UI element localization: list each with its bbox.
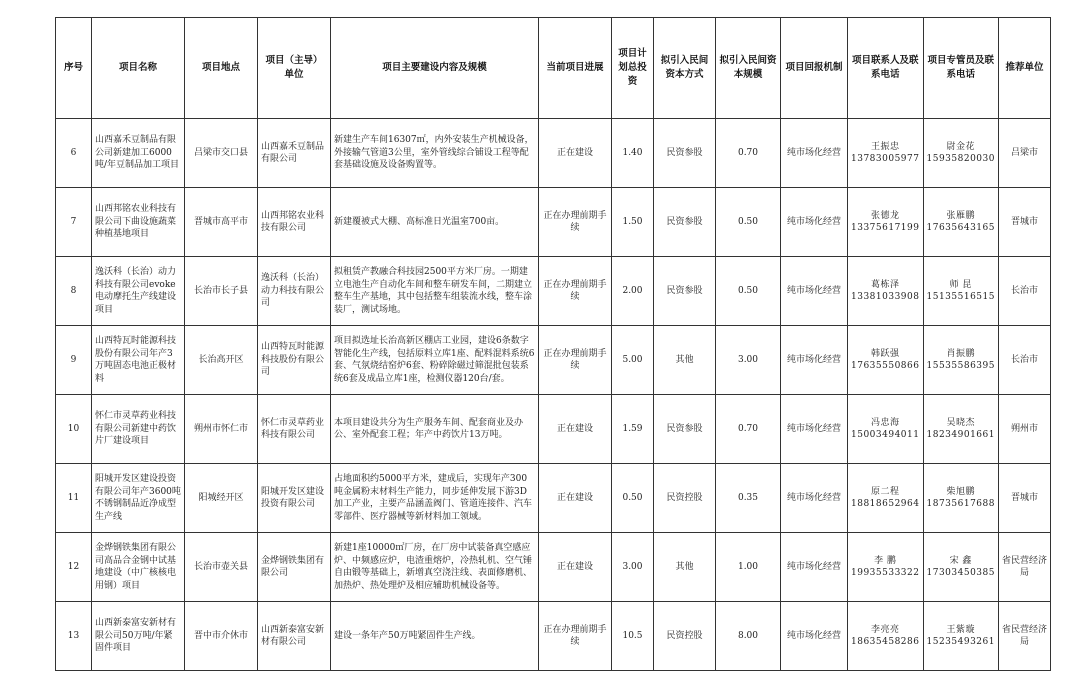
cell-unit: 金烨钢铁集团有限公司 — [258, 533, 331, 602]
cell-method: 民资参股 — [654, 395, 716, 464]
table-row — [56, 464, 1051, 533]
cell-scale: 0.70 — [716, 395, 781, 464]
cell-manager — [923, 395, 999, 464]
cell-mechanism: 纯市场化经营 — [781, 119, 848, 188]
cell-contact-name: 李 鹏 — [874, 555, 897, 566]
header-location: 项目地点 — [185, 18, 258, 119]
cell-method: 民资控股 — [654, 602, 716, 671]
cell-contact — [848, 119, 924, 188]
cell-manager — [923, 602, 999, 671]
cell-name: 阳城开发区建设投资有限公司年产3600吨不锈钢制品近净成型生产线 — [92, 464, 185, 533]
table-row — [56, 533, 1051, 602]
cell-investment: 3.00 — [612, 533, 654, 602]
table-row — [56, 326, 1051, 395]
cell-content: 本项目建设共分为生产服务车间、配套商业及办公、室外配套工程；年产中药饮片13万吨。 — [331, 395, 539, 464]
cell-method: 其他 — [654, 326, 716, 395]
cell-name: 山西嘉禾豆制品有限公司新建加工6000吨/年豆制品加工项目 — [92, 119, 185, 188]
cell-contact-name: 王振忠 — [870, 141, 900, 152]
cell-recommender: 长治市 — [999, 326, 1051, 395]
cell-content: 拟租赁产教融合科技园2500平方米厂房。一期建立电池生产自动化车间和整车研发车间，二期建立整车生产基地，其中包括整车组装流水线，整车涂装厂，测试场地。 — [331, 257, 539, 326]
cell-location: 晋城市高平市 — [185, 188, 258, 257]
cell-method: 民资控股 — [654, 464, 716, 533]
cell-name: 山西邦铭农业科技有限公司下曲设施蔬菜种植基地项目 — [92, 188, 185, 257]
header-manager: 项目专管员及联系电话 — [923, 18, 999, 119]
cell-scale: 8.00 — [716, 602, 781, 671]
cell-manager-name: 肖振鹏 — [946, 348, 975, 359]
cell-manager-name: 师 昆 — [949, 279, 972, 290]
cell-manager — [923, 257, 999, 326]
cell-recommender: 长治市 — [999, 257, 1051, 326]
cell-scale: 0.35 — [716, 464, 781, 533]
table-row — [56, 602, 1051, 671]
cell-contact-name: 冯忠海 — [870, 417, 900, 428]
cell-unit: 阳城开发区建设投资有限公司 — [258, 464, 331, 533]
cell-recommender: 吕梁市 — [999, 119, 1051, 188]
cell-content: 建设一条年产50万吨紧固件生产线。 — [331, 602, 539, 671]
cell-name: 山西特瓦时能源科技股份有限公司年产3万吨固态电池正极材料 — [92, 326, 185, 395]
cell-manager-phone: 17303450385 — [926, 568, 995, 578]
cell-progress: 正在办理前期手续 — [539, 602, 612, 671]
cell-manager-phone: 18234901661 — [926, 430, 995, 440]
cell-location: 阳城经开区 — [185, 464, 258, 533]
cell-content: 占地面积约5000平方米，建成后，实现年产300吨金属粉末材料生产能力，同步延伸发展下游3D加工产业，主要产品涵盖阀门、管道连接件、汽车零部件、医疗器械等新材料加工领域。 — [331, 464, 539, 533]
header-scale: 拟引入民间资本规模 — [716, 18, 781, 119]
cell-no: 10 — [56, 395, 92, 464]
cell-location: 朔州市怀仁市 — [185, 395, 258, 464]
cell-unit: 山西邦铭农业科技有限公司 — [258, 188, 331, 257]
cell-investment: 1.59 — [612, 395, 654, 464]
cell-manager — [923, 533, 999, 602]
cell-investment: 5.00 — [612, 326, 654, 395]
cell-manager-phone: 15135516515 — [926, 292, 995, 302]
header-mechanism: 项目回报机制 — [781, 18, 848, 119]
cell-progress: 正在建设 — [539, 533, 612, 602]
cell-investment: 1.50 — [612, 188, 654, 257]
cell-investment: 1.40 — [612, 119, 654, 188]
cell-no: 11 — [56, 464, 92, 533]
cell-recommender: 省民营经济局 — [999, 602, 1051, 671]
table-row — [56, 188, 1051, 257]
cell-name: 逸沃科（长治）动力科技有限公司evoke电动摩托生产线建设项目 — [92, 257, 185, 326]
table-row — [56, 257, 1051, 326]
cell-manager — [923, 326, 999, 395]
cell-scale: 1.00 — [716, 533, 781, 602]
table-row — [56, 395, 1051, 464]
cell-no: 13 — [56, 602, 92, 671]
cell-location: 长治市壶关县 — [185, 533, 258, 602]
cell-location: 长治高开区 — [185, 326, 258, 395]
cell-mechanism: 纯市场化经营 — [781, 326, 848, 395]
header-name: 项目名称 — [92, 18, 185, 119]
cell-manager — [923, 119, 999, 188]
cell-contact-phone: 13375617199 — [851, 223, 920, 233]
cell-manager-phone: 18735617688 — [926, 499, 995, 509]
cell-location: 晋中市介休市 — [185, 602, 258, 671]
cell-contact-name: 张德龙 — [870, 210, 900, 221]
cell-method: 民资参股 — [654, 257, 716, 326]
cell-mechanism: 纯市场化经营 — [781, 188, 848, 257]
cell-contact-phone: 15003494011 — [851, 430, 920, 440]
header-contact: 项目联系人及联系电话 — [848, 18, 924, 119]
cell-no: 12 — [56, 533, 92, 602]
cell-progress: 正在办理前期手续 — [539, 257, 612, 326]
cell-mechanism: 纯市场化经营 — [781, 533, 848, 602]
header-progress: 当前项目进展 — [539, 18, 612, 119]
cell-recommender: 省民营经济局 — [999, 533, 1051, 602]
header-row — [56, 18, 1051, 119]
header-no: 序号 — [56, 18, 92, 119]
cell-manager-name: 柴旭鹏 — [946, 486, 975, 497]
cell-manager-name: 张雁鹏 — [946, 210, 975, 221]
cell-manager-phone: 15535586395 — [926, 361, 995, 371]
cell-name: 山西新泰富安新材有限公司50万吨/年紧固件项目 — [92, 602, 185, 671]
cell-method: 其他 — [654, 533, 716, 602]
table-row — [56, 119, 1051, 188]
header-investment: 项目计划总投资 — [612, 18, 654, 119]
cell-mechanism: 纯市场化经营 — [781, 395, 848, 464]
cell-investment: 10.5 — [612, 602, 654, 671]
cell-manager-name: 宋 鑫 — [949, 555, 972, 566]
cell-contact — [848, 533, 924, 602]
cell-manager-phone: 15235493261 — [926, 637, 995, 647]
cell-contact-name: 韩跃强 — [870, 348, 900, 359]
table-body — [56, 119, 1051, 671]
cell-contact — [848, 188, 924, 257]
cell-contact — [848, 257, 924, 326]
cell-unit: 山西嘉禾豆制品有限公司 — [258, 119, 331, 188]
cell-recommender: 晋城市 — [999, 188, 1051, 257]
cell-contact-phone: 17635550866 — [851, 361, 920, 371]
project-table — [55, 17, 1051, 671]
cell-contact — [848, 602, 924, 671]
cell-scale: 3.00 — [716, 326, 781, 395]
cell-mechanism: 纯市场化经营 — [781, 257, 848, 326]
cell-contact — [848, 326, 924, 395]
header-recommender: 推荐单位 — [999, 18, 1051, 119]
cell-contact-name: 李亮亮 — [870, 624, 900, 635]
cell-location: 吕梁市交口县 — [185, 119, 258, 188]
cell-mechanism: 纯市场化经营 — [781, 602, 848, 671]
cell-manager-phone: 17635643165 — [926, 223, 995, 233]
cell-method: 民资参股 — [654, 188, 716, 257]
header-unit: 项目（主导）单位 — [258, 18, 331, 119]
header-content: 项目主要建设内容及规模 — [331, 18, 539, 119]
cell-manager-name: 尉金花 — [946, 141, 975, 152]
cell-manager — [923, 188, 999, 257]
cell-progress: 正在建设 — [539, 119, 612, 188]
cell-contact-name: 原二程 — [870, 486, 900, 497]
cell-contact-phone: 18635458286 — [851, 637, 920, 647]
cell-progress: 正在办理前期手续 — [539, 188, 612, 257]
cell-location: 长治市长子县 — [185, 257, 258, 326]
cell-unit: 山西特瓦时能源科技股份有限公司 — [258, 326, 331, 395]
cell-contact — [848, 464, 924, 533]
cell-unit: 怀仁市灵草药业科技有限公司 — [258, 395, 331, 464]
cell-manager-name: 吴晓杰 — [946, 417, 975, 428]
cell-contact-phone: 19935533322 — [851, 568, 920, 578]
cell-contact-phone: 18818652964 — [851, 499, 920, 509]
cell-recommender: 朔州市 — [999, 395, 1051, 464]
cell-method: 民资参股 — [654, 119, 716, 188]
cell-contact — [848, 395, 924, 464]
cell-contact-phone: 13381033908 — [851, 292, 920, 302]
cell-name: 金烨钢铁集团有限公司高品合金钢中试基地建设（中广核核电用钢）项目 — [92, 533, 185, 602]
cell-recommender: 晋城市 — [999, 464, 1051, 533]
cell-content: 新建覆被式大棚、高标准日光温室700亩。 — [331, 188, 539, 257]
cell-manager — [923, 464, 999, 533]
cell-no: 7 — [56, 188, 92, 257]
cell-manager-name: 王紫璇 — [946, 624, 975, 635]
cell-contact-phone: 13783005977 — [851, 154, 920, 164]
cell-progress: 正在办理前期手续 — [539, 326, 612, 395]
cell-no: 6 — [56, 119, 92, 188]
cell-scale: 0.70 — [716, 119, 781, 188]
cell-content: 新建生产车间16307㎡，内外安装生产机械设备，外接输气管道3公里，室外管线综合铺设工程等配套基础设施及设备购置等。 — [331, 119, 539, 188]
cell-manager-phone: 15935820030 — [926, 154, 995, 164]
cell-unit: 山西新泰富安新材有限公司 — [258, 602, 331, 671]
cell-no: 8 — [56, 257, 92, 326]
cell-scale: 0.50 — [716, 257, 781, 326]
cell-investment: 0.50 — [612, 464, 654, 533]
cell-mechanism: 纯市场化经营 — [781, 464, 848, 533]
cell-no: 9 — [56, 326, 92, 395]
cell-investment: 2.00 — [612, 257, 654, 326]
cell-progress: 正在建设 — [539, 395, 612, 464]
cell-unit: 逸沃科（长治）动力科技有限公司 — [258, 257, 331, 326]
cell-content: 新建1座10000㎡厂房，在厂房中试装备真空感应炉、中频感应炉，电渣重熔炉，冷热轧机、空气锤自由锻等基础上，新增真空浇注线、表面修磨机、加热炉、热处理炉及相应辅助机械设备等。 — [331, 533, 539, 602]
cell-scale: 0.50 — [716, 188, 781, 257]
header-method: 拟引入民间资本方式 — [654, 18, 716, 119]
cell-progress: 正在建设 — [539, 464, 612, 533]
cell-content: 项目拟选址长治高新区棚店工业园，建设6条数字智能化生产线，包括原料立库1座、配料混料系统6套、气氛烧结窑炉6套、粉碎除磁过筛混批包装系统6套及成品立库1座，检测仪器120台/套。 — [331, 326, 539, 395]
cell-name: 怀仁市灵草药业科技有限公司新建中药饮片厂建设项目 — [92, 395, 185, 464]
cell-contact-name: 葛栋泽 — [870, 279, 900, 290]
